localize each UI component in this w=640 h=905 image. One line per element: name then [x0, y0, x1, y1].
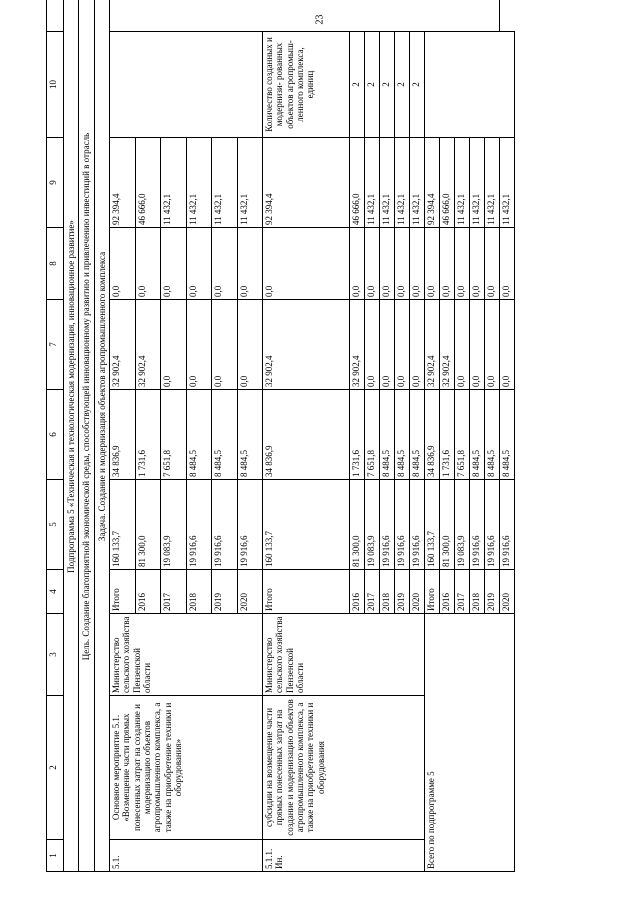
value-cell: 11 432,1: [500, 138, 515, 228]
value-cell: 7 651,8: [455, 390, 470, 480]
item-number: 5.1.1. Ин.: [263, 840, 425, 872]
value-cell: 11 432,1: [395, 138, 410, 228]
subprogram-row: [64, 0, 79, 872]
value-cell: 32 902,4: [425, 300, 440, 390]
value-cell: 0,0: [237, 228, 263, 300]
value-cell: 8 484,5: [395, 390, 410, 480]
year-cell: Итого: [425, 570, 440, 614]
col-num-8: 8: [47, 228, 64, 300]
value-cell: 19 083,9: [365, 480, 380, 570]
program-table: [46, 0, 515, 872]
indicator-cell: Количество созданных и модернизи- рованных объектов агропромыш- ленного комплекса, единиц: [263, 32, 350, 138]
value-cell: 92 394,4: [110, 138, 136, 228]
table-inner: [46, 22, 640, 872]
value-cell: 11 432,1: [470, 138, 485, 228]
year-cell: 2020: [410, 570, 425, 614]
col-num-2: 2: [47, 696, 64, 840]
value-cell: 11 432,1: [380, 138, 395, 228]
col-num-7: 7: [47, 300, 64, 390]
table-row: [263, 0, 350, 872]
value-cell: 0,0: [395, 300, 410, 390]
value-cell: 0,0: [380, 300, 395, 390]
value-cell: 0,0: [470, 228, 485, 300]
year-cell: 2018: [470, 570, 485, 614]
value-cell: 32 902,4: [110, 300, 136, 390]
value-cell: 8 484,5: [500, 390, 515, 480]
year-cell: 2017: [161, 570, 187, 614]
value-cell: 11 432,1: [161, 138, 187, 228]
col-num-10: 10: [47, 32, 64, 138]
item-executor: Министерство сельского хозяйства Пензенской области: [110, 614, 263, 696]
value-cell: 19 916,6: [380, 480, 395, 570]
value-cell: 81 300,0: [135, 480, 161, 570]
value-cell: 32 902,4: [263, 300, 350, 390]
value-cell: 46 666,0: [350, 138, 365, 228]
value-cell: 160 133,7: [110, 480, 136, 570]
col-num-11: [47, 0, 64, 32]
total-label: Всего по подпрограмме 5: [425, 614, 515, 872]
indicator-value: 2: [395, 32, 410, 138]
value-cell: 7 651,8: [365, 390, 380, 480]
value-cell: 19 916,6: [410, 480, 425, 570]
value-cell: 19 916,6: [395, 480, 410, 570]
value-cell: 0,0: [425, 228, 440, 300]
task-row: [94, 0, 109, 872]
indicator-value: 2: [365, 32, 380, 138]
indicator-value: 2: [380, 32, 395, 138]
value-cell: 19 916,6: [500, 480, 515, 570]
value-cell: 1 731,6: [440, 390, 455, 480]
year-cell: Итого: [263, 570, 350, 614]
value-cell: 32 902,4: [440, 300, 455, 390]
year-cell: 2019: [395, 570, 410, 614]
value-cell: 8 484,5: [237, 390, 263, 480]
year-cell: Итого: [110, 570, 136, 614]
value-cell: 0,0: [135, 228, 161, 300]
empty-cell: [425, 32, 515, 138]
value-cell: 11 432,1: [186, 138, 212, 228]
value-cell: 8 484,5: [470, 390, 485, 480]
value-cell: 81 300,0: [440, 480, 455, 570]
item-executor: Министерство сельского хозяйства Пензенской области: [263, 614, 425, 696]
value-cell: 0,0: [440, 228, 455, 300]
value-cell: 19 916,6: [485, 480, 500, 570]
value-cell: 0,0: [186, 300, 212, 390]
value-cell: 0,0: [212, 228, 238, 300]
indicator-value: 2: [350, 32, 365, 138]
value-cell: 160 133,7: [425, 480, 440, 570]
value-cell: 0,0: [395, 228, 410, 300]
value-cell: 0,0: [350, 228, 365, 300]
year-cell: 2016: [135, 570, 161, 614]
value-cell: 0,0: [410, 228, 425, 300]
value-cell: 11 432,1: [212, 138, 238, 228]
value-cell: 46 666,0: [440, 138, 455, 228]
value-cell: 11 432,1: [485, 138, 500, 228]
value-cell: 0,0: [237, 300, 263, 390]
value-cell: 8 484,5: [410, 390, 425, 480]
value-cell: 0,0: [500, 300, 515, 390]
year-cell: 2018: [380, 570, 395, 614]
goal-text: Цель. Создание благоприятной экономической среды, способствующей инновационному развитию и привлечению инвестиций в отрасль: [79, 0, 94, 872]
value-cell: 11 432,1: [237, 138, 263, 228]
col-num-6: 6: [47, 390, 64, 480]
value-cell: 1 731,6: [135, 390, 161, 480]
value-cell: 0,0: [455, 300, 470, 390]
value-cell: 0,0: [500, 228, 515, 300]
value-cell: 32 902,4: [350, 300, 365, 390]
value-cell: 0,0: [161, 228, 187, 300]
page-number: 23: [314, 14, 326, 25]
year-cell: 2016: [440, 570, 455, 614]
value-cell: 0,0: [212, 300, 238, 390]
year-cell: 2018: [186, 570, 212, 614]
value-cell: 19 083,9: [161, 480, 187, 570]
value-cell: 19 916,6: [237, 480, 263, 570]
year-cell: 2020: [500, 570, 515, 614]
year-cell: 2016: [350, 570, 365, 614]
col-num-5: 5: [47, 480, 64, 570]
indicator-cell: [110, 32, 263, 138]
col-num-9: 9: [47, 138, 64, 228]
year-cell: 2017: [455, 570, 470, 614]
value-cell: 11 432,1: [365, 138, 380, 228]
value-cell: 7 651,8: [161, 390, 187, 480]
value-cell: 0,0: [365, 300, 380, 390]
table-row: [425, 0, 440, 872]
table-row: [110, 0, 136, 872]
value-cell: 0,0: [485, 228, 500, 300]
value-cell: 34 836,9: [425, 390, 440, 480]
subprogram-title: Подпрограмма 5 «Техническая и технологическая модернизация, инновационное развитие»: [64, 0, 79, 872]
value-cell: 19 916,6: [186, 480, 212, 570]
value-cell: 0,0: [110, 228, 136, 300]
value-cell: 92 394,4: [263, 138, 350, 228]
col-num-3: 3: [47, 614, 64, 696]
value-cell: 0,0: [161, 300, 187, 390]
year-cell: 2020: [237, 570, 263, 614]
value-cell: 0,0: [470, 300, 485, 390]
year-cell: 2017: [365, 570, 380, 614]
value-cell: 8 484,5: [212, 390, 238, 480]
value-cell: 0,0: [263, 228, 350, 300]
value-cell: 8 484,5: [380, 390, 395, 480]
value-cell: 11 432,1: [455, 138, 470, 228]
rotated-table-container: [46, 22, 640, 872]
year-cell: 2019: [485, 570, 500, 614]
value-cell: 0,0: [365, 228, 380, 300]
col-num-1: 1: [47, 840, 64, 872]
indicator-value: 2: [410, 32, 425, 138]
year-cell: 2019: [212, 570, 238, 614]
value-cell: 92 394,4: [425, 138, 440, 228]
value-cell: 34 836,9: [263, 390, 350, 480]
item-name: Основное мероприятие 5.1. «Возмещение части прямых понесенных затрат на создание и модернизацию объектов агропромышленного комплекса, а также на приобретение техники и оборудования»: [110, 696, 263, 840]
value-cell: 160 133,7: [263, 480, 350, 570]
col-num-4: 4: [47, 570, 64, 614]
value-cell: 34 836,9: [110, 390, 136, 480]
value-cell: 46 666,0: [135, 138, 161, 228]
value-cell: 0,0: [380, 228, 395, 300]
value-cell: 19 916,6: [470, 480, 485, 570]
value-cell: 11 432,1: [410, 138, 425, 228]
goal-row: [79, 0, 94, 872]
value-cell: 19 083,9: [455, 480, 470, 570]
task-text: Задача. Создание и модернизация объектов агропромышленного комплекса: [94, 0, 109, 872]
header-row: [47, 0, 64, 872]
value-cell: 8 484,5: [186, 390, 212, 480]
value-cell: 0,0: [410, 300, 425, 390]
value-cell: 0,0: [455, 228, 470, 300]
value-cell: 19 916,6: [212, 480, 238, 570]
value-cell: 1 731,6: [350, 390, 365, 480]
value-cell: 81 300,0: [350, 480, 365, 570]
value-cell: 0,0: [485, 300, 500, 390]
reference-cell: [110, 0, 500, 32]
value-cell: 32 902,4: [135, 300, 161, 390]
item-name: субсидии на возмещение части прямых понесенных затрат на создание и модернизацию объектов агропромышленного комплекса, а также на приобретение техники и оборудования: [263, 696, 425, 840]
value-cell: 8 484,5: [485, 390, 500, 480]
value-cell: 0,0: [186, 228, 212, 300]
item-number: 5.1.: [110, 840, 263, 872]
